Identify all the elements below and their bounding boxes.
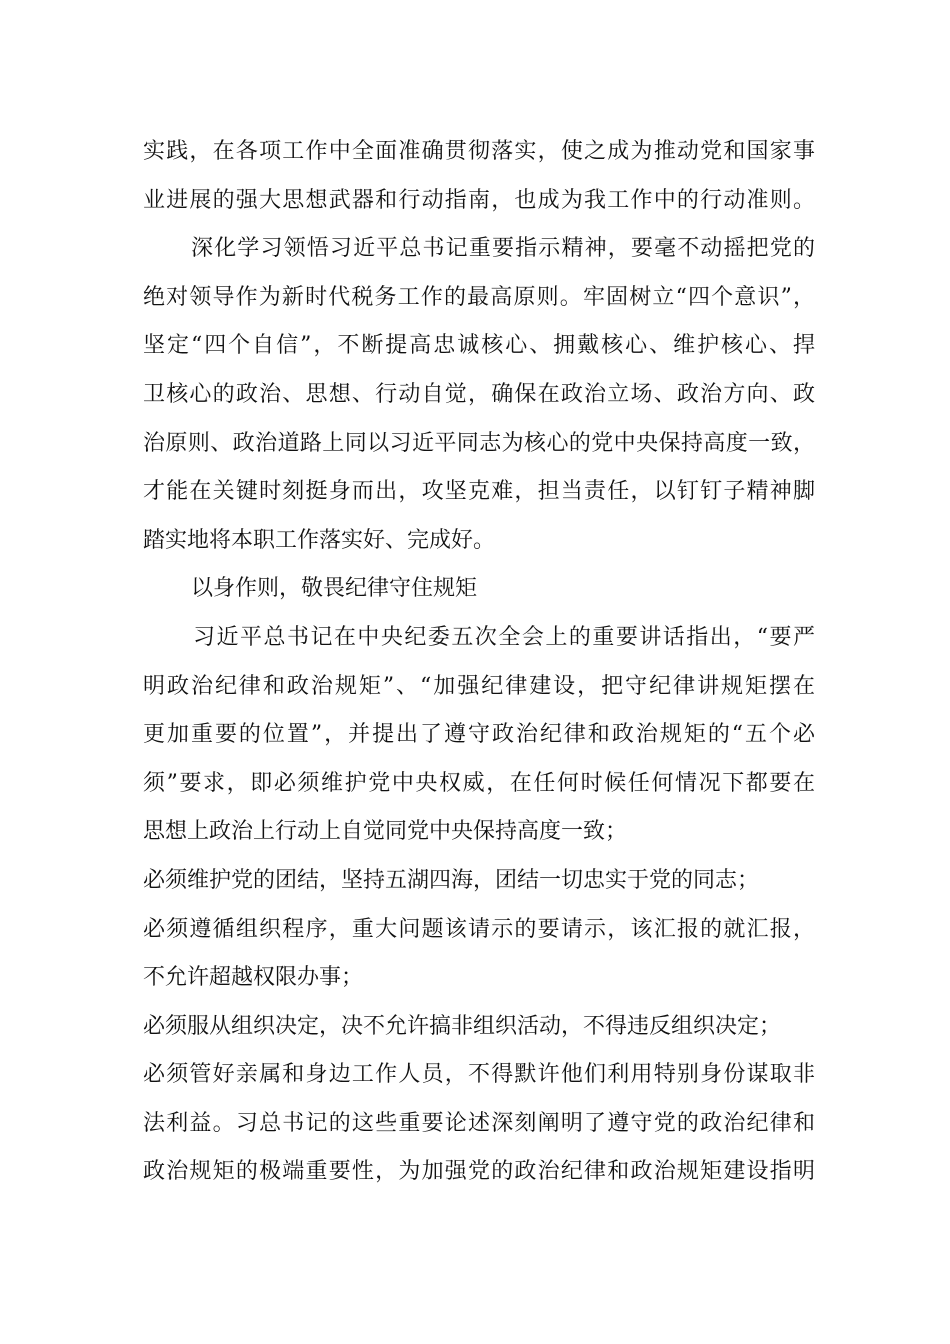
list-line: 必须遵循组织程序，重大问题该请示的要请示，该汇报的就汇报， (143, 916, 815, 942)
section-heading: 以身作则，敬畏纪律守住规矩 (191, 576, 478, 602)
list-line: 不允许超越权限办事； (143, 965, 364, 991)
body-line: 绝对领导作为新时代税务工作的最高原则。牢固树立“四个意识”， (143, 284, 815, 310)
paragraph-start-line: 深化学习领悟习近平总书记重要指示精神，要毫不动摇把党的 (191, 236, 815, 262)
body-line: 才能在关键时刻挺身而出，攻坚克难，担当责任，以钉钉子精神脚 (143, 479, 815, 505)
body-line: 须”要求，即必须维护党中央权威，在任何时候任何情况下都要在 (143, 770, 815, 796)
list-line: 必须管好亲属和身边工作人员，不得默许他们利用特别身份谋取非 (143, 1062, 815, 1088)
body-line: 更加重要的位置”，并提出了遵守政治纪律和政治规矩的“五个必 (143, 722, 815, 748)
list-line: 必须维护党的团结，坚持五湖四海，团结一切忠实于党的同志； (143, 867, 760, 893)
body-line: 坚定“四个自信”，不断提高忠诚核心、拥戴核心、维护核心、捍 (143, 333, 815, 359)
body-line: 实践，在各项工作中全面准确贯彻落实，使之成为推动党和国家事 (143, 139, 815, 164)
body-line: 踏实地将本职工作落实好、完成好。 (143, 527, 496, 553)
document-body (143, 128, 815, 1197)
body-line: 卫核心的政治、思想、行动自觉，确保在政治立场、政治方向、政 (143, 381, 815, 407)
body-line: 治原则、政治道路上同以习近平同志为核心的党中央保持高度一致， (143, 430, 815, 456)
paragraph-start-line: 习近平总书记在中央纪委五次全会上的重要讲话指出，“要严 (193, 624, 815, 650)
body-line: 明政治纪律和政治规矩”、“加强纪律建设，把守纪律讲规矩摆在 (143, 673, 815, 699)
body-line: 业进展的强大思想武器和行动指南，也成为我工作中的行动准则。 (143, 187, 815, 213)
body-line: 法利益。习总书记的这些重要论述深刻阐明了遵守党的政治纪律和 (143, 1110, 815, 1136)
body-line: 思想上政治上行动上自觉同党中央保持高度一致； (143, 819, 628, 845)
list-line: 必须服从组织决定，决不允许搞非组织活动，不得违反组织决定； (143, 1013, 782, 1039)
body-line: 政治规矩的极端重要性，为加强党的政治纪律和政治规矩建设指明 (143, 1159, 815, 1185)
